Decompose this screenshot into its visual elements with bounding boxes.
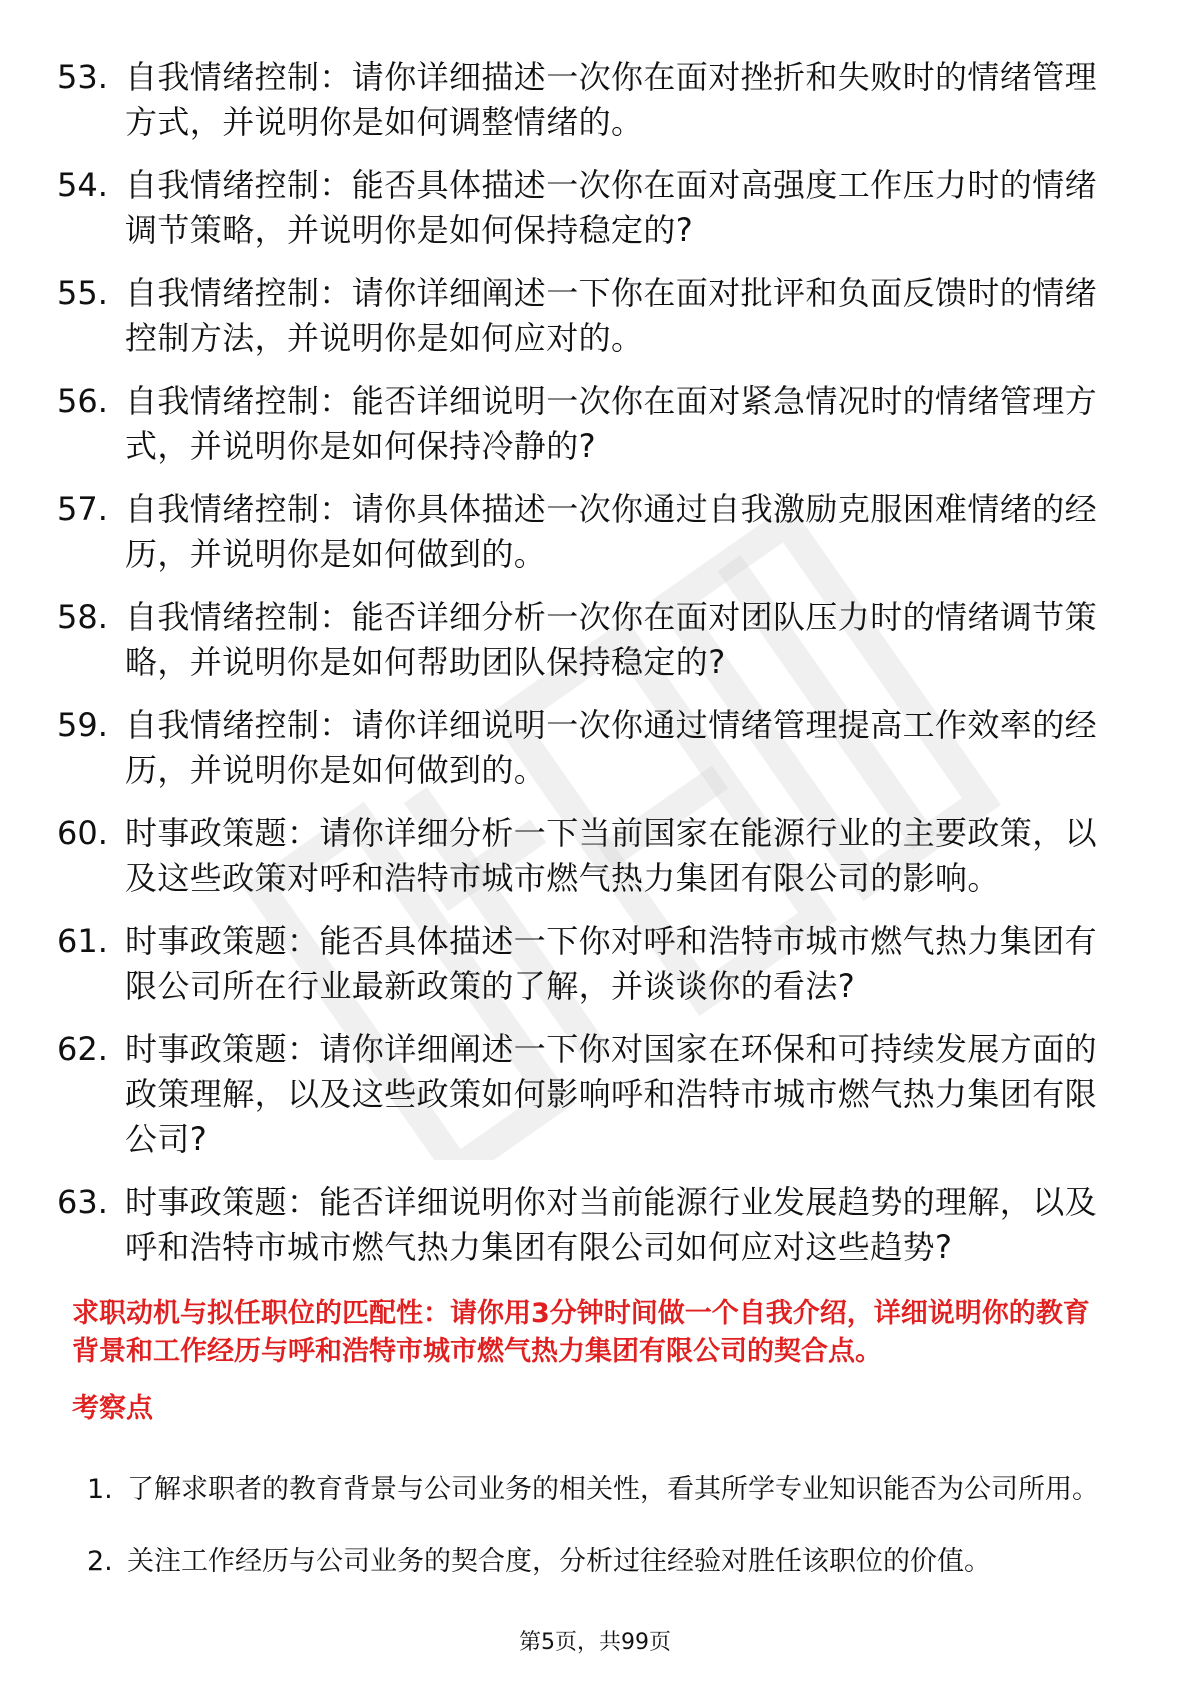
question-list [57, 55, 1137, 1288]
assessment-points-list [87, 1460, 1137, 1604]
list-item [87, 1460, 1137, 1520]
question-item [57, 379, 1137, 469]
question-item [57, 703, 1137, 793]
question-item [57, 271, 1137, 361]
list-item [87, 1532, 1137, 1592]
question-text: 自我情绪控制：请你详细描述一次你在面对挫折和失败时的情绪管理方式，并说明你是如何调整情绪的。 [125, 58, 1098, 141]
question-item [57, 919, 1137, 1009]
question-item [57, 811, 1137, 901]
page-footer: 第5页，共99页 [519, 1630, 671, 1655]
question-item [57, 595, 1137, 685]
question-text: 自我情绪控制：请你详细阐述一下你在面对批评和负面反馈时的情绪控制方法，并说明你是如何应对的。 [125, 274, 1098, 357]
question-item [57, 55, 1137, 145]
question-item [57, 1027, 1137, 1162]
question-number: 63. [57, 1183, 108, 1221]
question-number: 59. [57, 706, 108, 744]
point-text: 了解求职者的教育背景与公司业务的相关性，看其所学专业知识能否为公司所用。 [127, 1474, 1099, 1505]
question-number: 55. [57, 274, 108, 312]
point-number: 1. [87, 1474, 113, 1505]
highlight-question: 求职动机与拟任职位的匹配性：请你用3分钟时间做一个自我介绍，详细说明你的教育背景和工作经历与呼和浩特市城市燃气热力集团有限公司的契合点。 [72, 1298, 1090, 1367]
question-number: 61. [57, 922, 108, 960]
question-text: 时事政策题：请你详细分析一下当前国家在能源行业的主要政策，以及这些政策对呼和浩特市城市燃气热力集团有限公司的影响。 [125, 814, 1098, 897]
question-text: 时事政策题：能否详细说明你对当前能源行业发展趋势的理解，以及呼和浩特市城市燃气热力集团有限公司如何应对这些趋势? [125, 1183, 1098, 1266]
point-text: 关注工作经历与公司业务的契合度，分析过往经验对胜任该职位的价值。 [127, 1546, 991, 1577]
question-text: 自我情绪控制：请你详细说明一次你通过情绪管理提高工作效率的经历，并说明你是如何做到的。 [125, 706, 1098, 789]
question-number: 57. [57, 490, 108, 528]
question-number: 60. [57, 814, 108, 852]
question-number: 54. [57, 166, 108, 204]
question-number: 58. [57, 598, 108, 636]
question-text: 自我情绪控制：能否详细分析一次你在面对团队压力时的情绪调节策略，并说明你是如何帮助团队保持稳定的? [125, 598, 1098, 681]
section-heading: 考察点 [72, 1393, 153, 1424]
question-text: 时事政策题：请你详细阐述一下你对国家在环保和可持续发展方面的政策理解，以及这些政策如何影响呼和浩特市城市燃气热力集团有限公司? [125, 1030, 1098, 1158]
question-number: 53. [57, 58, 108, 96]
question-item [57, 1180, 1137, 1270]
question-number: 62. [57, 1030, 108, 1068]
question-item [57, 163, 1137, 253]
question-item [57, 487, 1137, 577]
question-text: 自我情绪控制：请你具体描述一次你通过自我激励克服困难情绪的经历，并说明你是如何做到的。 [125, 490, 1098, 573]
question-number: 56. [57, 382, 108, 420]
question-text: 自我情绪控制：能否具体描述一次你在面对高强度工作压力时的情绪调节策略，并说明你是如何保持稳定的? [125, 166, 1098, 249]
point-number: 2. [87, 1546, 113, 1577]
question-text: 时事政策题：能否具体描述一下你对呼和浩特市城市燃气热力集团有限公司所在行业最新政策的了解，并谈谈你的看法? [125, 922, 1098, 1005]
question-text: 自我情绪控制：能否详细说明一次你在面对紧急情况时的情绪管理方式，并说明你是如何保持冷静的? [125, 382, 1098, 465]
